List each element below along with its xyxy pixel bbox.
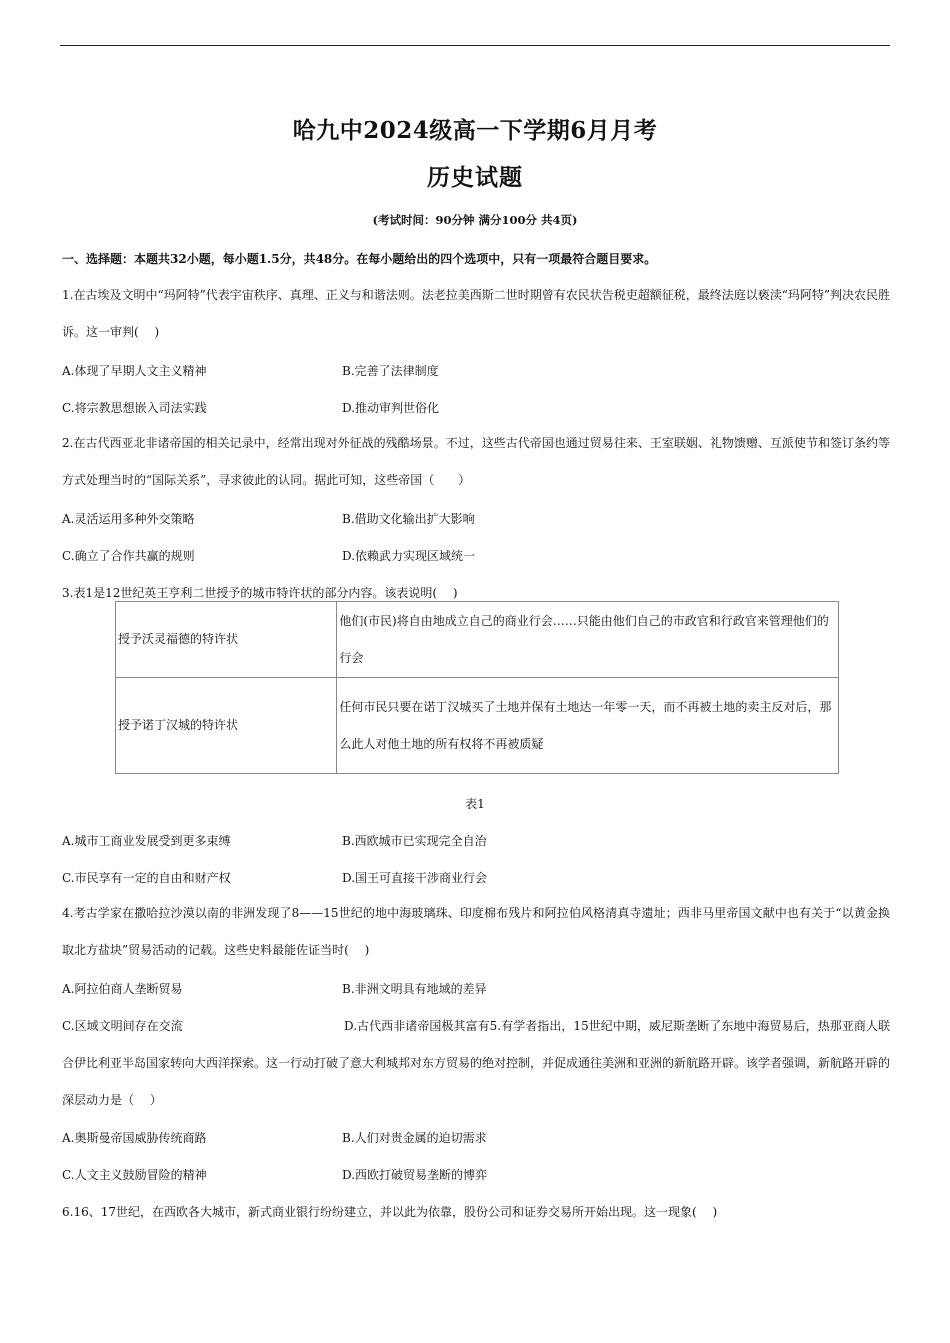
- question-5-option-d: D.西欧打破贸易垄断的博弈: [342, 1168, 488, 1182]
- question-4-option-b: B.非洲文明具有地域的差异: [342, 982, 487, 996]
- question-1-option-b: B.完善了法律制度: [342, 364, 439, 378]
- table-cell-content: 他们(市民)将自由地成立自己的商业行会……只能由他们自己的市政官和行政官来管理他们的行会: [337, 602, 839, 678]
- question-5-option-c: C.人文主义鼓励冒险的精神: [62, 1168, 207, 1182]
- exam-info: (考试时间：90分钟 满分100分 共4页): [372, 213, 578, 227]
- question-5-option-a: A.奥斯曼帝国威胁传统商路: [62, 1131, 207, 1145]
- question-2-option-b: B.借助文化输出扩大影响: [342, 512, 475, 526]
- question-2-option-d: D.依赖武力实现区域统一: [342, 549, 476, 563]
- question-3-stem: 3.表1是12世纪英王亨利二世授予的城市特许状的部分内容。该表说明( ): [62, 586, 458, 600]
- question-3-option-b: B.西欧城市已实现完全自治: [342, 834, 487, 848]
- question-6-stem: 6.16、17世纪，在西欧各大城市，新式商业银行纷纷建立，并以此为依靠，股份公司和证券交易所开始出现。这一现象( ): [62, 1205, 718, 1219]
- question-4-option-c: C.区域文明间存在交流: [62, 1019, 183, 1033]
- header-rule: [60, 45, 890, 46]
- question-1-option-c: C.将宗教思想嵌入司法实践: [62, 401, 207, 415]
- question-4-option-d-and-question-5-stem: D.古代西非诸帝国极其富有5.有学者指出，15世纪中期，威尼斯垄断了东地中海贸易后，热那亚商人联合伊比利亚半岛国家转向大西洋探索。这一行动打破了意大利城邦对东方贸易的绝对控制，并促成通往美洲和亚洲的新航路开辟。该学者强调，新航路开辟的深层动力是（ ）: [62, 1019, 891, 1107]
- question-2-option-a: A.灵活运用多种外交策略: [62, 512, 195, 526]
- question-5-option-b: B.人们对贵金属的迫切需求: [342, 1131, 487, 1145]
- question-3-option-c: C.市民享有一定的自由和财产权: [62, 871, 231, 885]
- table-caption: 表1: [465, 797, 485, 811]
- section-heading: 一、选择题：本题共32小题，每小题1.5分，共48分。在每小题给出的四个选项中，只有一项最符合题目要求。: [62, 252, 657, 266]
- table-cell-name: 授予诺丁汉城的特许状: [116, 678, 337, 774]
- question-2-option-c: C.确立了合作共赢的规则: [62, 549, 195, 563]
- question-4-stem: 4.考古学家在撒哈拉沙漠以南的非洲发现了8——15世纪的地中海玻璃珠、印度棉布残片和阿拉伯风格清真寺遗址；西非马里帝国文献中也有关于“以黄金换取北方盐块”贸易活动的记载。这些史料最能佐证当时( ): [62, 906, 890, 957]
- table-row: [116, 678, 839, 774]
- question-2-stem: 2.在古代西亚北非诸帝国的相关记录中，经常出现对外征战的残酷场景。不过，这些古代帝国也通过贸易往来、王室联姻、礼物馈赠、互派使节和签订条约等方式处理当时的“国际关系”，寻求彼此的认同。据此可知，这些帝国（ ）: [62, 436, 890, 487]
- exam-title: 哈九中2024级高一下学期6月月考: [292, 117, 658, 144]
- question-1-option-d: D.推动审判世俗化: [342, 401, 440, 415]
- charter-table: [115, 601, 839, 774]
- table-cell-content: 任何市民只要在诺丁汉城买了土地并保有土地达一年零一天，而不再被土地的卖主反对后，那么此人对他土地的所有权将不再被质疑: [337, 678, 839, 774]
- table-row: [116, 602, 839, 678]
- question-1-stem: 1.在古埃及文明中“玛阿特”代表宇宙秩序、真理、正义与和谐法则。法老拉美西斯二世时期曾有农民状告税吏超额征税，最终法庭以亵渎“玛阿特”判决农民胜诉。这一审判( ): [62, 288, 890, 339]
- question-1-option-a: A.体现了早期人文主义精神: [62, 364, 207, 378]
- question-3-option-a: A.城市工商业发展受到更多束缚: [62, 834, 231, 848]
- table-cell-name: 授予沃灵福德的特许状: [116, 602, 337, 678]
- question-4-option-a: A.阿拉伯商人垄断贸易: [62, 982, 183, 996]
- exam-subject: 历史试题: [427, 164, 523, 191]
- question-3-option-d: D.国王可直接干涉商业行会: [342, 871, 488, 885]
